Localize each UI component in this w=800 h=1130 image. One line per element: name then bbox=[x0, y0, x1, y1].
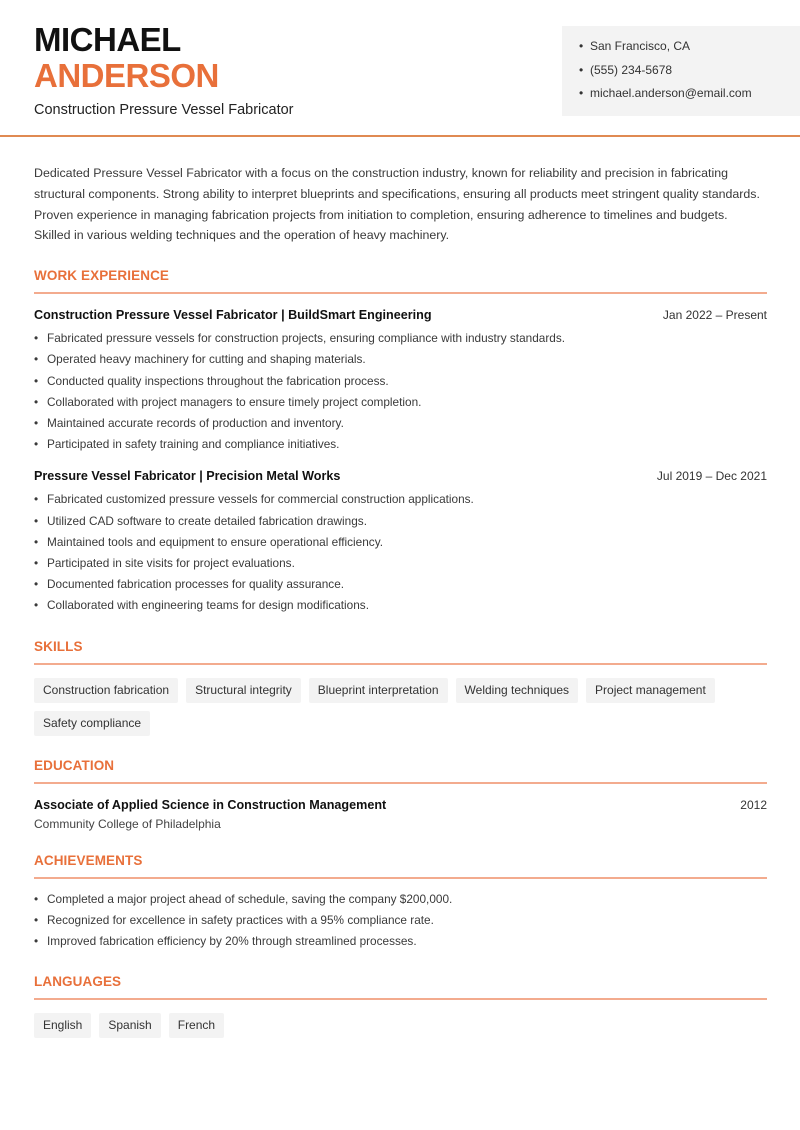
list-item bbox=[34, 532, 767, 553]
bullet-icon: • bbox=[579, 62, 584, 77]
list-item bbox=[34, 434, 767, 455]
bullet-text: Fabricated pressure vessels for construction projects, ensuring compliance with industry standards. bbox=[47, 331, 565, 346]
bullet-text: Completed a major project ahead of schedule, saving the company $200,000. bbox=[47, 891, 453, 906]
bullet-icon: • bbox=[579, 39, 584, 53]
list-item bbox=[34, 413, 767, 434]
job-role: Pressure Vessel Fabricator | Precision Metal Works bbox=[34, 469, 341, 484]
bullet-icon: • bbox=[34, 437, 39, 452]
education-school: Community College of Philadelphia bbox=[34, 816, 221, 831]
skills-tags bbox=[34, 678, 734, 736]
bullet-text: Conducted quality inspections throughout the fabrication process. bbox=[47, 373, 389, 388]
bullet-text: Maintained accurate records of production and inventory. bbox=[47, 416, 344, 430]
skill-tag: Blueprint interpretation bbox=[309, 678, 448, 703]
section-title-skills: SKILLS bbox=[34, 639, 767, 665]
bullet-text: Collaborated with engineering teams for design modifications. bbox=[47, 598, 369, 613]
bullet-text: Collaborated with project managers to ensure timely project completion. bbox=[47, 394, 422, 409]
list-item bbox=[34, 931, 767, 952]
bullet-icon: • bbox=[34, 577, 39, 592]
job-bullets bbox=[34, 328, 767, 455]
bullet-text: Recognized for excellence in safety practices with a 95% compliance rate. bbox=[47, 912, 434, 927]
bullet-icon: • bbox=[34, 331, 39, 346]
skill-tag: Welding techniques bbox=[456, 678, 579, 703]
list-item bbox=[34, 889, 767, 910]
job-entry bbox=[34, 469, 767, 616]
language-tag: Spanish bbox=[99, 1013, 160, 1038]
bullet-icon: • bbox=[34, 394, 39, 409]
list-item bbox=[34, 910, 767, 931]
contact-phone bbox=[579, 63, 800, 87]
education-header bbox=[34, 798, 767, 812]
last-name: ANDERSON bbox=[34, 57, 219, 94]
bullet-icon: • bbox=[34, 492, 39, 507]
bullet-icon: • bbox=[34, 598, 39, 613]
bullet-icon: • bbox=[579, 86, 584, 100]
bullet-text: Fabricated customized pressure vessels for commercial construction applications. bbox=[47, 492, 474, 507]
bullet-icon: • bbox=[34, 416, 39, 430]
bullet-icon: • bbox=[34, 373, 39, 388]
first-name: MICHAEL bbox=[34, 21, 181, 58]
bullet-icon: • bbox=[34, 912, 39, 927]
resume-header bbox=[0, 0, 800, 137]
skill-tag: Project management bbox=[586, 678, 715, 703]
phone-text: (555) 234-5678 bbox=[590, 62, 673, 77]
bullet-text: Participated in safety training and compliance initiatives. bbox=[47, 437, 340, 452]
list-item bbox=[34, 349, 767, 370]
list-item bbox=[34, 553, 767, 574]
bullet-text: Utilized CAD software to create detailed fabrication drawings. bbox=[47, 513, 367, 528]
resume-body bbox=[34, 163, 767, 1038]
education-degree: Associate of Applied Science in Construction Management bbox=[34, 797, 387, 812]
summary-paragraph: Dedicated Pressure Vessel Fabricator with a focus on the construction industry, known for reliability and precision in fabricating structural components. Strong ability to interpret blueprints and specifications, ensuring all products meet stringent quality standards. Proven experience in managing fabrication projects from initiation to completion, ensuring adherence to timelines and budgets. Skilled in various welding techniques and the operation of heavy machinery. bbox=[34, 166, 760, 243]
bullet-icon: • bbox=[34, 891, 39, 906]
skill-tag: Structural integrity bbox=[186, 678, 301, 703]
job-title: Construction Pressure Vessel Fabricator bbox=[34, 102, 294, 118]
bullet-icon: • bbox=[34, 556, 39, 571]
section-title-education: EDUCATION bbox=[34, 758, 767, 784]
list-item bbox=[34, 489, 767, 510]
bullet-icon: • bbox=[34, 534, 39, 549]
bullet-text: Documented fabrication processes for quality assurance. bbox=[47, 577, 345, 592]
bullet-text: Participated in site visits for project evaluations. bbox=[47, 556, 295, 571]
job-dates: Jul 2019 – Dec 2021 bbox=[656, 469, 767, 484]
job-entry bbox=[34, 308, 767, 455]
job-role: Construction Pressure Vessel Fabricator | BuildSmart Engineering bbox=[34, 308, 432, 323]
job-dates: Jan 2022 – Present bbox=[662, 308, 767, 323]
list-item bbox=[34, 574, 767, 595]
education-year: 2012 bbox=[740, 797, 767, 812]
contact-email bbox=[579, 86, 800, 110]
language-tag: French bbox=[169, 1013, 224, 1038]
bullet-icon: • bbox=[34, 352, 39, 367]
bullet-icon: • bbox=[34, 513, 39, 528]
list-item bbox=[34, 511, 767, 532]
bullet-text: Improved fabrication efficiency by 20% through streamlined processes. bbox=[47, 934, 417, 949]
name-block bbox=[34, 22, 294, 118]
job-bullets bbox=[34, 489, 767, 616]
section-title-work-experience: WORK EXPERIENCE bbox=[34, 268, 767, 294]
contact-box bbox=[562, 26, 800, 116]
language-tag: English bbox=[34, 1013, 91, 1038]
list-item bbox=[34, 595, 767, 616]
section-title-achievements: ACHIEVEMENTS bbox=[34, 853, 767, 879]
job-header bbox=[34, 469, 767, 483]
education-entry bbox=[34, 798, 767, 831]
list-item bbox=[34, 371, 767, 392]
bullet-icon: • bbox=[34, 934, 39, 949]
achievement-bullets bbox=[34, 889, 767, 953]
bullet-text: Maintained tools and equipment to ensure operational efficiency. bbox=[47, 534, 383, 549]
skill-tag: Safety compliance bbox=[34, 711, 150, 736]
list-item bbox=[34, 328, 767, 349]
job-header bbox=[34, 308, 767, 322]
language-tags bbox=[34, 1013, 734, 1038]
list-item bbox=[34, 392, 767, 413]
email-text: michael.anderson@email.com bbox=[590, 86, 752, 100]
section-title-languages: LANGUAGES bbox=[34, 974, 767, 1000]
contact-location bbox=[579, 39, 800, 63]
skill-tag: Construction fabrication bbox=[34, 678, 178, 703]
bullet-text: Operated heavy machinery for cutting and shaping materials. bbox=[47, 352, 366, 367]
location-text: San Francisco, CA bbox=[590, 39, 691, 53]
